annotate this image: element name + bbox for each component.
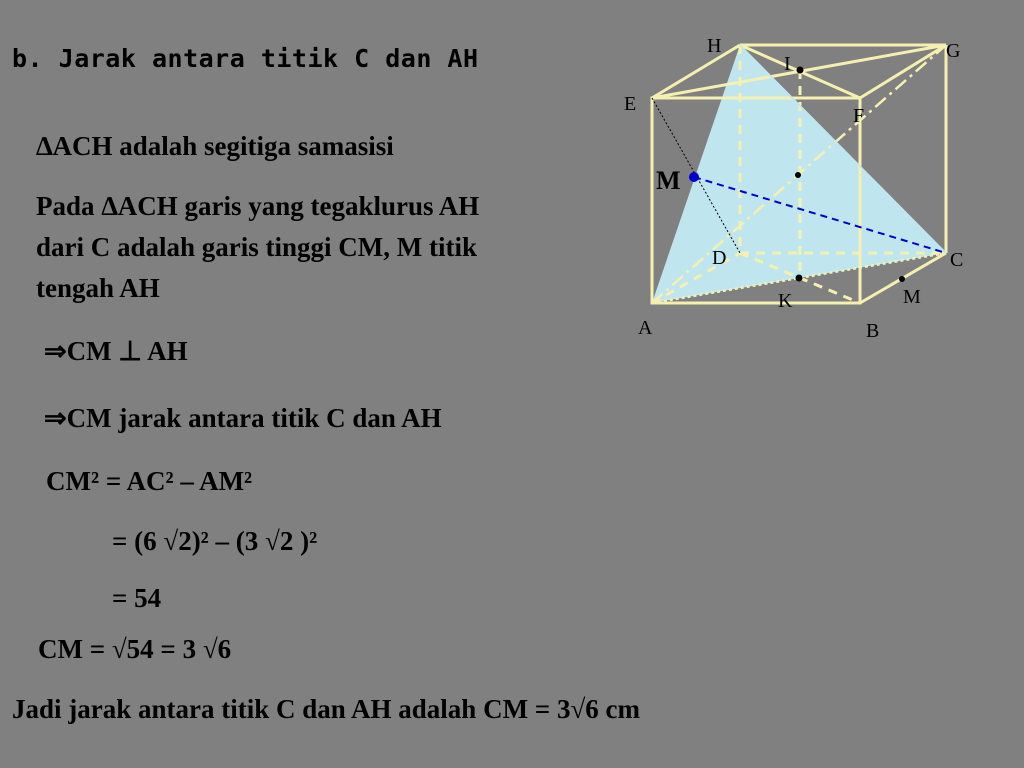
label-e: E [624, 93, 637, 115]
equation-step1: CM² = AC² – AM² [46, 466, 253, 496]
equation-step3: = 54 [112, 583, 162, 613]
label-c: C [950, 249, 964, 271]
label-f: F [853, 105, 865, 127]
point-m [689, 172, 699, 182]
label-m: M [656, 166, 681, 195]
equation-step2: = (6 √2)² – (3 √2 )² [112, 526, 318, 556]
text-para1: Pada ∆ACH garis yang tegaklurus AH [36, 191, 480, 221]
label-b: B [866, 320, 880, 342]
point-m-bc [899, 276, 905, 282]
point-k [796, 275, 803, 282]
cube-diagram [600, 20, 1000, 350]
point-center [795, 172, 801, 178]
text-equilateral: ∆ACH adalah segitiga samasisi [36, 131, 394, 161]
label-a: A [638, 317, 653, 339]
slide-title: b. Jarak antara titik C dan AH [12, 44, 479, 73]
label-d: D [712, 247, 727, 269]
conclusion: Jadi jarak antara titik C dan AH adalah CM = 3√6 cm [12, 694, 640, 724]
label-g: G [946, 40, 961, 62]
text-para2: dari C adalah garis tinggi CM, M titik [36, 232, 478, 262]
label-i: I [784, 53, 791, 75]
text-perpendicular: ⇒CM ⊥ AH [44, 336, 188, 366]
label-h: H [707, 35, 722, 57]
label-m-bc: M [903, 286, 921, 308]
equation-step4: CM = √54 = 3 √6 [38, 634, 232, 664]
text-para3: tengah AH [36, 273, 160, 303]
point-i [797, 67, 804, 74]
text-distance: ⇒CM jarak antara titik C dan AH [44, 403, 442, 433]
label-k: K [778, 290, 793, 312]
